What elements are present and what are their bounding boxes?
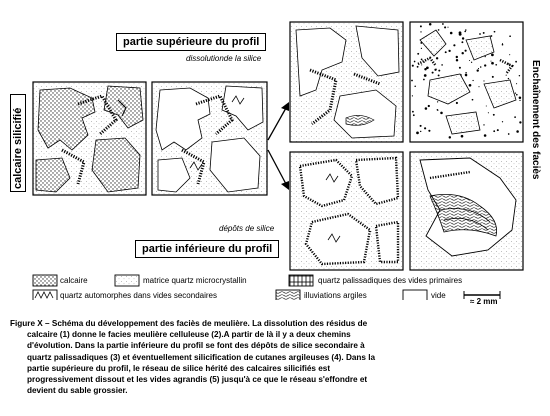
sand-grain: [472, 99, 474, 101]
sand-grain: [447, 27, 448, 28]
sand-grain: [494, 31, 496, 33]
sand-grain: [456, 56, 458, 58]
sand-grain: [462, 37, 464, 39]
sand-grain: [497, 129, 499, 131]
sand-grain: [492, 76, 494, 78]
sand-grain: [469, 60, 470, 61]
panel-5-sable: [410, 22, 523, 142]
sand-grain: [420, 131, 421, 132]
sand-grain: [515, 92, 516, 93]
caption-line: devient du sable grossier.: [27, 386, 128, 396]
sand-grain: [459, 31, 462, 34]
sand-grain: [519, 96, 522, 99]
sand-grain: [425, 107, 428, 110]
caption-line: Figure X – Schéma du développement des faciès de meulière. La dissolution des résidus de: [10, 319, 368, 328]
sand-grain: [416, 132, 419, 135]
legend-illuviations: illuviations argiles: [304, 291, 367, 300]
sand-grain: [515, 61, 517, 63]
sand-grain: [493, 114, 495, 116]
sand-grain: [437, 101, 438, 102]
sand-grain: [483, 80, 484, 81]
sand-grain: [479, 33, 481, 35]
sand-grain: [459, 67, 461, 69]
dissolution-note: dissolutionde la silice: [186, 54, 262, 63]
sand-grain: [490, 61, 491, 62]
sand-grain: [412, 95, 413, 96]
legend-matrice: matrice quartz microcrystallin: [143, 276, 247, 285]
sand-grain: [438, 70, 440, 72]
panel-4-palissadiques: [290, 152, 403, 270]
caption-line: quartz palissadiques (3) et éventuellement silicification de cutanes argileuses (4). Dans la: [27, 352, 376, 362]
sand-grain: [480, 66, 482, 68]
sand-grain: [465, 74, 467, 76]
sand-grain: [428, 105, 430, 107]
caption-line: calcaire (1) donne le facies meulière celluleuse (2).A partir de là il y a deux chemins: [27, 330, 351, 340]
sand-grain: [424, 127, 426, 129]
sand-grain: [509, 54, 510, 55]
sand-grain: [486, 105, 487, 106]
scale-label: ≈ 2 mm: [470, 297, 498, 306]
sand-grain: [469, 84, 472, 87]
sand-grain: [484, 134, 487, 137]
sand-grain: [449, 136, 451, 138]
sand-grain: [412, 111, 414, 113]
sand-grain: [483, 32, 485, 34]
sand-grain: [421, 48, 422, 49]
sand-grain: [423, 79, 425, 81]
sand-grain: [442, 23, 444, 25]
sand-grain: [490, 35, 492, 37]
sand-grain: [428, 130, 430, 132]
panel-2-celluleuse: [152, 82, 267, 195]
sand-grain: [465, 29, 467, 31]
sand-grain: [453, 44, 455, 46]
dotted-fill-swatch: [33, 275, 57, 286]
sand-grain: [436, 57, 438, 59]
sand-grain: [516, 130, 519, 133]
sand-grain: [477, 69, 479, 71]
legend-calcaire: calcaire: [60, 276, 88, 285]
sand-grain: [485, 56, 486, 57]
sand-grain: [514, 116, 516, 118]
sand-grain: [420, 25, 422, 27]
sand-grain: [465, 72, 466, 73]
sand-grain: [417, 66, 419, 68]
sand-grain: [436, 69, 437, 70]
sand-grain: [441, 64, 443, 66]
sand-grain: [502, 121, 503, 122]
sand-grain: [516, 94, 518, 96]
bottom-profile-label: partie inférieure du profil: [135, 240, 279, 258]
sand-grain: [509, 35, 511, 37]
sand-grain: [506, 75, 507, 76]
caption-line: partie supérieure du profil, le réseau de silice hérité des calcaires silicifiés est: [27, 363, 331, 373]
sand-grain: [412, 65, 414, 67]
legend-vide: vide: [431, 291, 446, 300]
sand-grain: [484, 64, 486, 66]
legend-quartz-palissadiques: quartz palissadiques des vides primaires: [318, 276, 463, 285]
sand-grain: [456, 102, 458, 104]
sand-grain: [421, 64, 422, 65]
sand-grain: [461, 135, 464, 138]
sand-grain: [424, 74, 427, 77]
panel-3-dissolution: [290, 22, 403, 142]
sand-grain: [461, 41, 463, 43]
sand-grain: [519, 100, 520, 101]
sand-grain: [478, 68, 479, 69]
ladder-swatch: [289, 275, 313, 286]
calcaire-silicifie-label: calcaire silicifié: [10, 94, 26, 192]
sand-grain: [440, 112, 443, 115]
sand-grain: [508, 133, 510, 135]
sand-grain: [491, 54, 494, 57]
legend-quartz-automorphes: quartz automorphes dans vides secondaires: [60, 291, 217, 300]
sand-grain: [411, 80, 413, 82]
empty-swatch: [403, 290, 427, 300]
sand-grain: [444, 26, 446, 28]
sand-grain: [502, 44, 504, 46]
sand-grain: [429, 23, 432, 26]
sand-grain: [417, 53, 419, 55]
sand-grain: [450, 32, 453, 35]
wavy-lines-swatch: [276, 290, 300, 300]
sand-grain: [488, 112, 489, 113]
depots-note: dépôts de silice: [219, 224, 275, 233]
sand-grain: [438, 74, 440, 76]
sand-grain: [421, 59, 423, 61]
sand-grain: [432, 72, 434, 74]
sand-grain: [465, 50, 467, 52]
sand-grain: [471, 62, 472, 63]
sand-grain: [519, 121, 521, 123]
sand-grain: [413, 114, 415, 116]
sand-grain: [438, 29, 440, 31]
sand-grain: [483, 124, 484, 125]
panel-1-calcaire: [33, 82, 146, 195]
figure-caption: [10, 318, 530, 396]
sand-grain: [478, 86, 479, 87]
sand-grain: [414, 61, 416, 63]
enchainement-label: Enchaînement des faciès: [530, 60, 541, 180]
sand-grain: [493, 130, 495, 132]
fine-dots-swatch: [115, 275, 139, 286]
sand-grain: [495, 64, 497, 66]
panel-6-illuviations: [410, 152, 523, 270]
top-profile-label: partie supérieure du profil: [116, 33, 266, 51]
sand-grain: [472, 80, 473, 81]
caption-line: progressivement dissout et les vides agrandis (5) jusqu'à ce que le réseau s'effondre et: [27, 375, 368, 385]
sand-grain: [448, 50, 450, 52]
sand-grain: [420, 31, 421, 32]
evolution-arrows: [268, 102, 289, 190]
sand-grain: [519, 75, 520, 76]
sand-grain: [516, 83, 517, 84]
caption-line: d'évolution. Dans la partie inférieure du profil se font des dépôts de silice secondaire à: [27, 341, 365, 351]
sand-grain: [437, 109, 439, 111]
sand-grain: [426, 66, 429, 69]
sand-grain: [414, 86, 416, 88]
sand-grain: [464, 31, 466, 33]
sand-grain: [420, 125, 422, 127]
sand-grain: [491, 62, 494, 65]
sand-grain: [508, 78, 509, 79]
sand-grain: [462, 52, 464, 54]
sand-grain: [445, 51, 447, 53]
sand-grain: [456, 59, 458, 61]
